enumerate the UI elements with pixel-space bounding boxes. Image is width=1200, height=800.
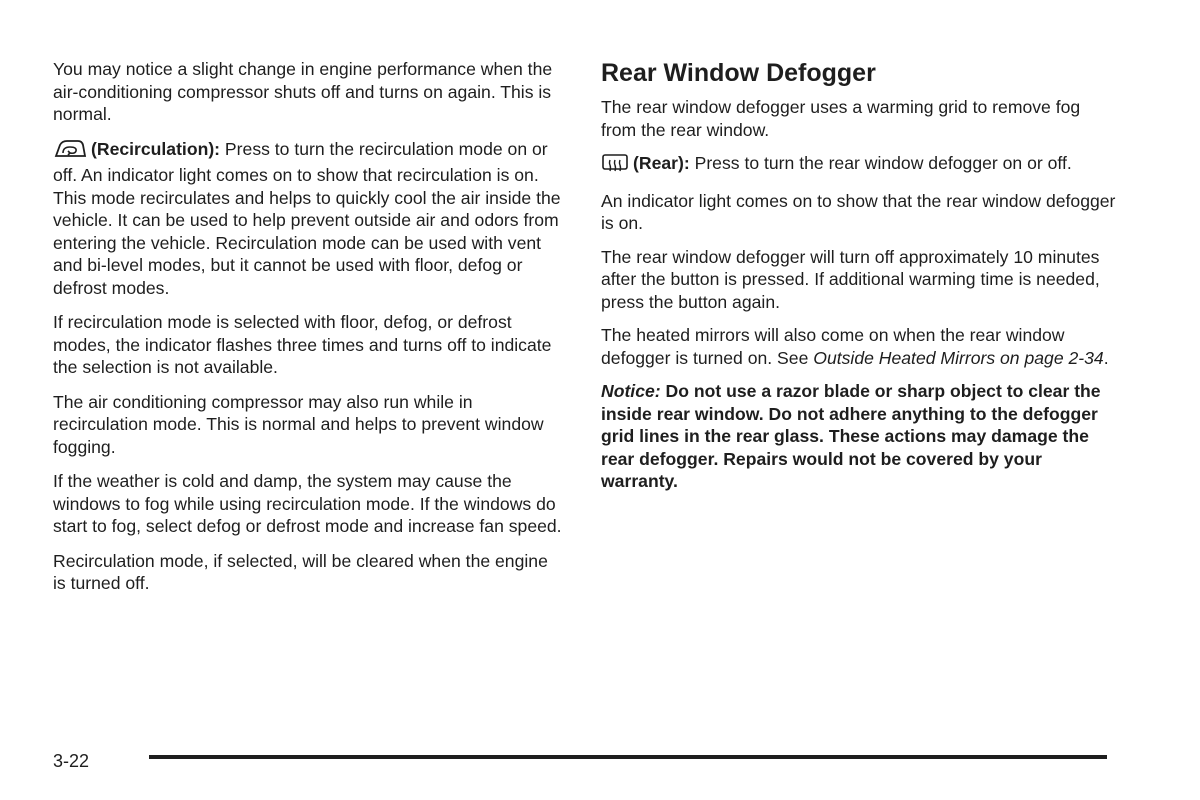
rear-label: (Rear): [633,153,690,173]
notice-label: Notice: [601,381,661,401]
paragraph-compressor-note: You may notice a slight change in engine performance when the air-conditioning compressor shuts off and turns on again. This is normal. [53,59,553,124]
notice-text: Do not use a razor blade or sharp object to clear the inside rear window. Do not adhere anything to the defogger grid lines in the rear glass. These actions may damage the rear defogger. Repairs would not be covered by your warranty. [601,381,1101,491]
recirculation-label: (Recirculation): [91,138,221,159]
heated-mirrors-text: The heated mirrors will also come on when the rear window defogger is turned on. See [601,325,1065,368]
heated-mirrors-end: . [1103,347,1109,368]
page-number: 3-22 [53,751,90,771]
paragraph-indicator-light: An indicator light comes on to show that the rear window defogger is on. [601,190,1116,233]
rear-text: Press to turn the rear window defogger on or off. [689,153,1072,173]
paragraph-indicator-flashes: If recirculation mode is selected with floor, defog, or defrost modes, the indicator flashes three times and turns off to indicate the selection is not available. [53,312,552,377]
paragraph-recirculation [53,138,565,300]
paragraph-defogger-intro: The rear window defogger uses a warming grid to remove fog from the rear window. [601,97,1081,140]
right-column [601,58,1116,504]
paragraph-turn-off-time: The rear window defogger will turn off approximately 10 minutes after the button is pressed. If additional warming time is needed, press the button again. [601,246,1100,312]
left-column [53,58,565,607]
recirculation-text: Press to turn the recirculation mode on or off. An indicator light comes on to show that recirculation is on. This mode recirculates and helps to quickly cool the air inside the vehicle. It can be used to help prevent outside air and odors from entering the vehicle. Recirculation mode can be used with vent and bi-level modes, but it cannot be used with floor, defog or defrost modes. [53,138,561,298]
paragraph-heated-mirrors [601,324,1116,369]
rear-defogger-icon [601,153,629,179]
footer-rule [149,755,1107,759]
section-heading: Rear Window Defogger [601,59,876,87]
cross-reference-link: Outside Heated Mirrors on page 2-34 [813,347,1104,368]
paragraph-cold-damp: If the weather is cold and damp, the system may cause the windows to fog while using recirculation mode. If the windows do start to fog, select defog or defrost mode and increase fan speed. [53,471,562,536]
recirculation-icon [53,139,87,165]
paragraph-rear-button [601,152,1116,179]
paragraph-mode-cleared: Recirculation mode, if selected, will be cleared when the engine is turned off. [53,550,548,593]
paragraph-compressor-run: The air conditioning compressor may also run while in recirculation mode. This is normal and helps to prevent window fogging. [53,391,544,457]
notice-paragraph [601,380,1116,493]
